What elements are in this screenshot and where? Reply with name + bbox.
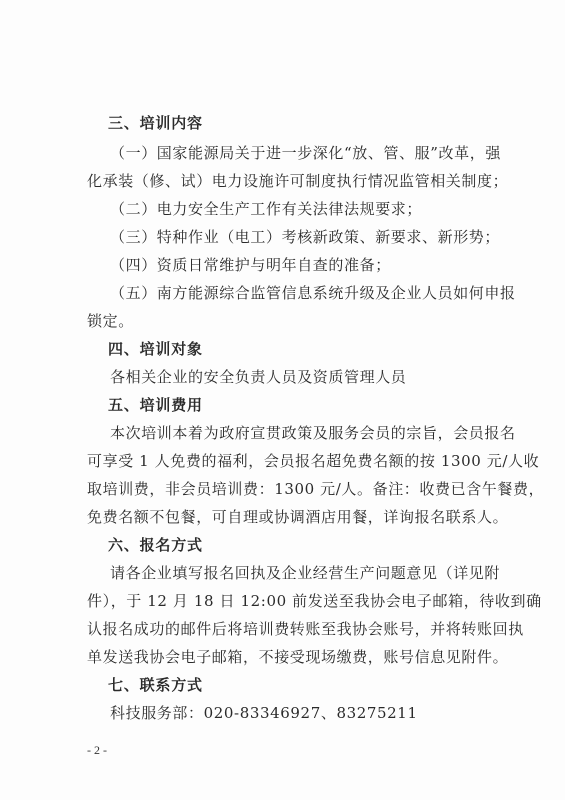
paragraph-line: （五）南方能源综合监管信息系统升级及企业人员如何申报 bbox=[110, 284, 516, 302]
paragraph-line: 化承装（修、试）电力设施许可制度执行情况监管相关制度； bbox=[87, 172, 509, 190]
section-heading-training-fee: 五、培训费用 bbox=[108, 396, 203, 414]
paragraph-line: 请各企业填写报名回执及企业经营生产问题意见（详见附 bbox=[110, 564, 501, 582]
paragraph-line: 锁定。 bbox=[87, 312, 134, 330]
paragraph-line: （四）资质日常维护与明年自查的准备； bbox=[110, 256, 391, 274]
paragraph-line: 取培训费，非会员培训费：1300 元/人。备注：收费已含午餐费， bbox=[87, 480, 545, 498]
paragraph-line: （三）特种作业（电工）考核新政策、新要求、新形势； bbox=[110, 228, 501, 246]
paragraph-line: 单发送我协会电子邮箱，不接受现场缴费，账号信息见附件。 bbox=[87, 648, 509, 666]
paragraph-line: 免费名额不包餐，可自理或协调酒店用餐，详询报名联系人。 bbox=[87, 508, 509, 526]
paragraph-line: （一）国家能源局关于进一步深化“放、管、服”改革，强 bbox=[110, 144, 501, 162]
paragraph-line: （二）电力安全生产工作有关法律法规要求； bbox=[110, 200, 423, 218]
section-heading-training-audience: 四、培训对象 bbox=[108, 340, 203, 358]
paragraph-line: 件），于 12 月 18 日 12:00 前发送至我协会电子邮箱，待收到确 bbox=[87, 592, 542, 610]
section-heading-contact: 七、联系方式 bbox=[108, 676, 203, 694]
paragraph-line: 可享受 1 人免费的福利，会员报名超免费名额的按 1300 元/人收 bbox=[87, 452, 540, 470]
contact-line: 科技服务部：020-83346927、83275211 bbox=[110, 704, 418, 722]
section-heading-training-content: 三、培训内容 bbox=[108, 114, 203, 132]
page-number: - 2 - bbox=[87, 743, 107, 757]
paragraph-line: 各相关企业的安全负责人员及资质管理人员 bbox=[110, 368, 407, 386]
paragraph-line: 本次培训本着为政府宣贯政策及服务会员的宗旨，会员报名 bbox=[110, 424, 516, 442]
paragraph-line: 认报名成功的邮件后将培训费转账至我协会账号，并将转账回执 bbox=[87, 620, 524, 638]
section-heading-registration-method: 六、报名方式 bbox=[108, 536, 203, 554]
